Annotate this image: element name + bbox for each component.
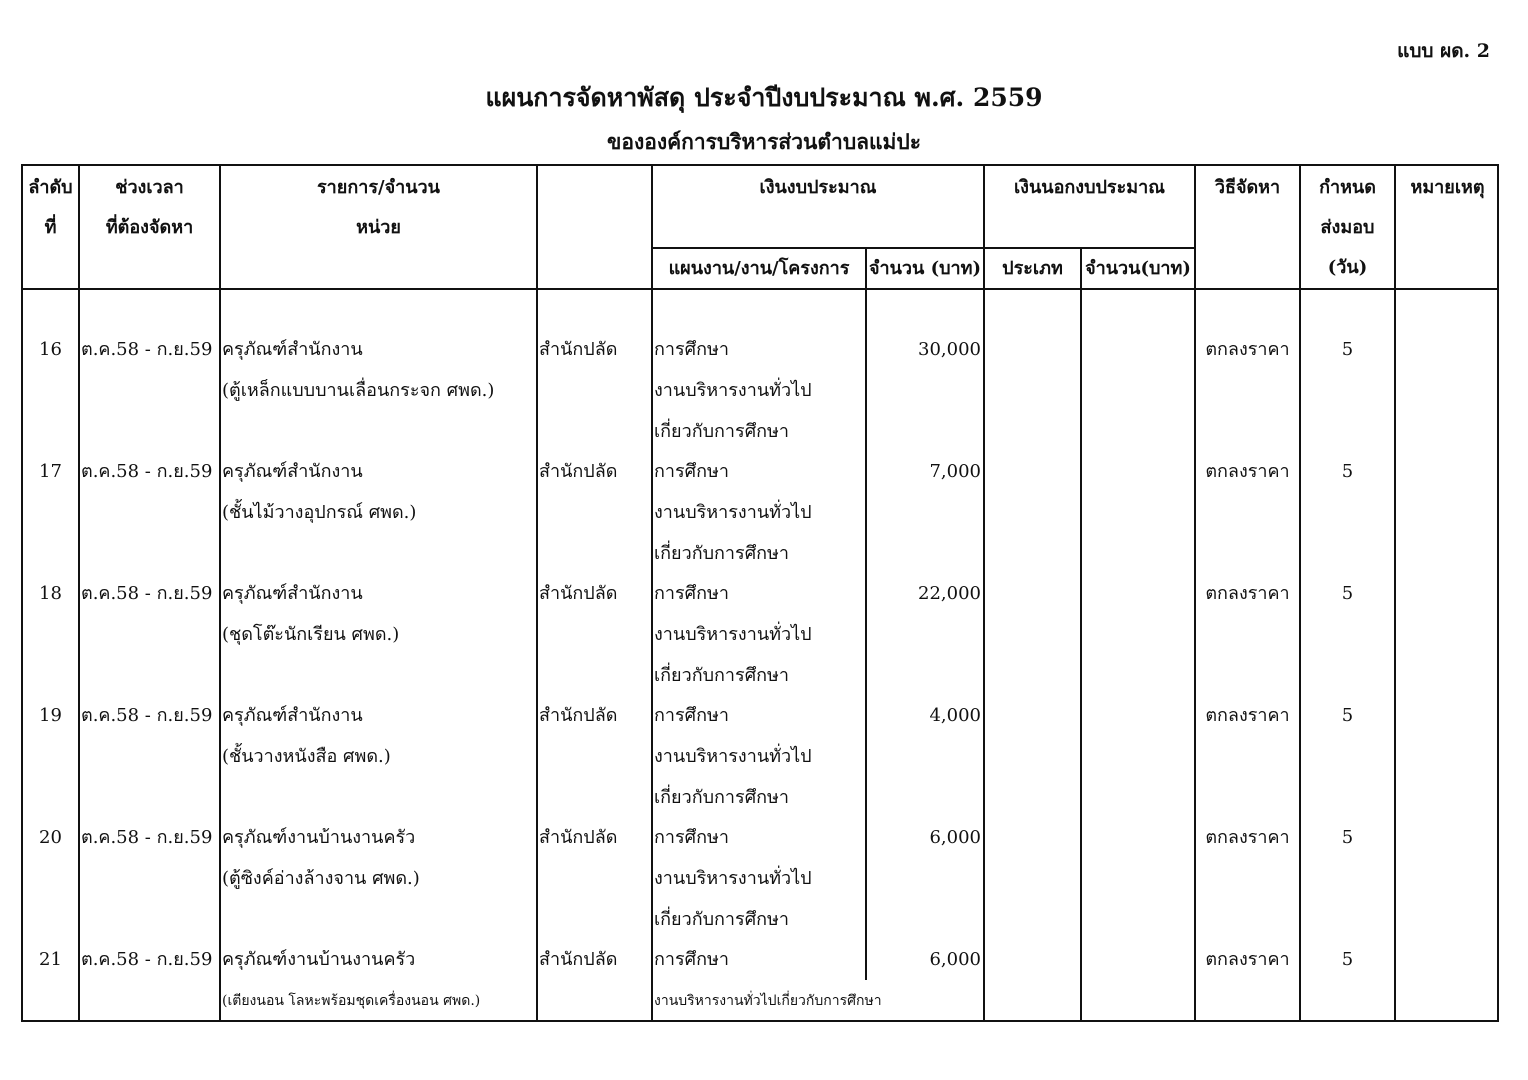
grid-line [78,166,80,1022]
header-budget: เงินงบประมาณ [759,177,877,198]
row-period: ต.ค.58 - ก.ย.59 [81,705,213,726]
grid-line [651,166,653,1022]
row-item: ครุภัณฑ์สำนักงาน [222,339,363,360]
row-method: ตกลงราคา [1205,827,1290,848]
row-item-detail: (ชั้นวางหนังสือ ศพด.) [222,746,391,767]
row-period: ต.ค.58 - ก.ย.59 [81,461,213,482]
row-plan-1: การศึกษา [654,827,729,848]
row-plan-1: การศึกษา [654,705,729,726]
header-off-amount: จำนวน(บาท) [1085,258,1191,279]
row-plan-1: การศึกษา [654,949,729,970]
row-item-detail: (ชั้นไม้วางอุปกรณ์ ศพด.) [222,502,417,523]
row-item-detail: (ตู้ซิงค์อ่างล้างจาน ศพด.) [222,868,420,889]
grid-line [536,166,538,1022]
row-item-detail: (ชุดโต๊ะนักเรียน ศพด.) [222,624,400,645]
header-seq: ลำดับ ที่ [28,177,73,238]
row-plan-3: เกี่ยวกับการศึกษา [654,665,789,686]
row-amount: 6,000 [929,827,981,848]
row-period: ต.ค.58 - ก.ย.59 [81,339,213,360]
row-delivery: 5 [1341,339,1354,360]
row-no: 18 [39,583,62,604]
header-delivery: กำหนด ส่งมอบ (วัน) [1319,177,1376,278]
header-method: วิธีจัดหา [1214,177,1281,198]
grid-line [1394,166,1396,1022]
row-plan-1: การศึกษา [654,461,729,482]
row-amount: 22,000 [918,583,981,604]
row-item: ครุภัณฑ์สำนักงาน [222,461,363,482]
row-amount: 30,000 [918,339,981,360]
row-no: 20 [39,827,62,848]
grid-line [983,166,985,1022]
grid-line [219,166,221,1022]
row-unit: สำนักปลัด [539,827,618,848]
row-unit: สำนักปลัด [539,705,618,726]
row-method: ตกลงราคา [1205,583,1290,604]
row-method: ตกลงราคา [1205,461,1290,482]
row-item: ครุภัณฑ์งานบ้านงานครัว [222,949,416,970]
page-subtitle: ขององค์การบริหารส่วนตำบลแม่ปะ [606,129,922,154]
row-plan-2: งานบริหารงานทั่วไปเกี่ยวกับการศึกษา [654,993,882,1009]
row-item: ครุภัณฑ์งานบ้านงานครัว [222,827,416,848]
row-method: ตกลงราคา [1205,705,1290,726]
row-delivery: 5 [1341,583,1354,604]
row-plan-2: งานบริหารงานทั่วไป [654,746,812,767]
row-delivery: 5 [1341,827,1354,848]
header-period: ช่วงเวลา ที่ต้องจัดหา [105,177,194,238]
row-no: 21 [39,949,62,970]
row-unit: สำนักปลัด [539,339,618,360]
row-plan-3: เกี่ยวกับการศึกษา [654,787,789,808]
row-period: ต.ค.58 - ก.ย.59 [81,827,213,848]
row-plan-1: การศึกษา [654,339,729,360]
row-item: ครุภัณฑ์สำนักงาน [222,583,363,604]
header-plan: แผนงาน/งาน/โครงการ [668,258,850,279]
procurement-table [21,164,1499,1022]
row-period: ต.ค.58 - ก.ย.59 [81,583,213,604]
header-amount: จำนวน (บาท) [868,258,982,279]
row-method: ตกลงราคา [1205,339,1290,360]
row-plan-2: งานบริหารงานทั่วไป [654,502,812,523]
row-no: 19 [39,705,62,726]
row-plan-2: งานบริหารงานทั่วไป [654,624,812,645]
row-unit: สำนักปลัด [539,461,618,482]
row-amount: 7,000 [929,461,981,482]
row-item-detail: (ตู้เหล็กแบบบานเลื่อนกระจก ศพด.) [222,380,495,401]
row-delivery: 5 [1341,461,1354,482]
row-amount: 6,000 [929,949,981,970]
header-item: รายการ/จำนวน หน่วย [317,177,440,238]
row-method: ตกลงราคา [1205,949,1290,970]
row-plan-3: เกี่ยวกับการศึกษา [654,421,789,442]
form-code: แบบ ผด. 2 [1397,40,1490,62]
row-unit: สำนักปลัด [539,583,618,604]
page-title: แผนการจัดหาพัสดุ ประจำปีงบประมาณ พ.ศ. 2559 [485,83,1043,112]
row-no: 16 [39,339,62,360]
header-type: ประเภท [1002,258,1063,279]
row-item-detail: (เตียงนอน โลหะพร้อมชุดเครื่องนอน ศพด.) [222,993,481,1009]
row-delivery: 5 [1341,705,1354,726]
row-item: ครุภัณฑ์สำนักงาน [222,705,363,726]
row-plan-2: งานบริหารงานทั่วไป [654,868,812,889]
row-plan-3: เกี่ยวกับการศึกษา [654,543,789,564]
row-amount: 4,000 [929,705,981,726]
row-unit: สำนักปลัด [539,949,618,970]
row-plan-2: งานบริหารงานทั่วไป [654,380,812,401]
row-plan-1: การศึกษา [654,583,729,604]
row-delivery: 5 [1341,949,1354,970]
header-offbudget: เงินนอกงบประมาณ [1014,177,1165,198]
row-period: ต.ค.58 - ก.ย.59 [81,949,213,970]
row-plan-3: เกี่ยวกับการศึกษา [654,909,789,930]
grid-line [1080,248,1082,1022]
header-remark: หมายเหตุ [1410,177,1485,198]
row-no: 17 [39,461,62,482]
